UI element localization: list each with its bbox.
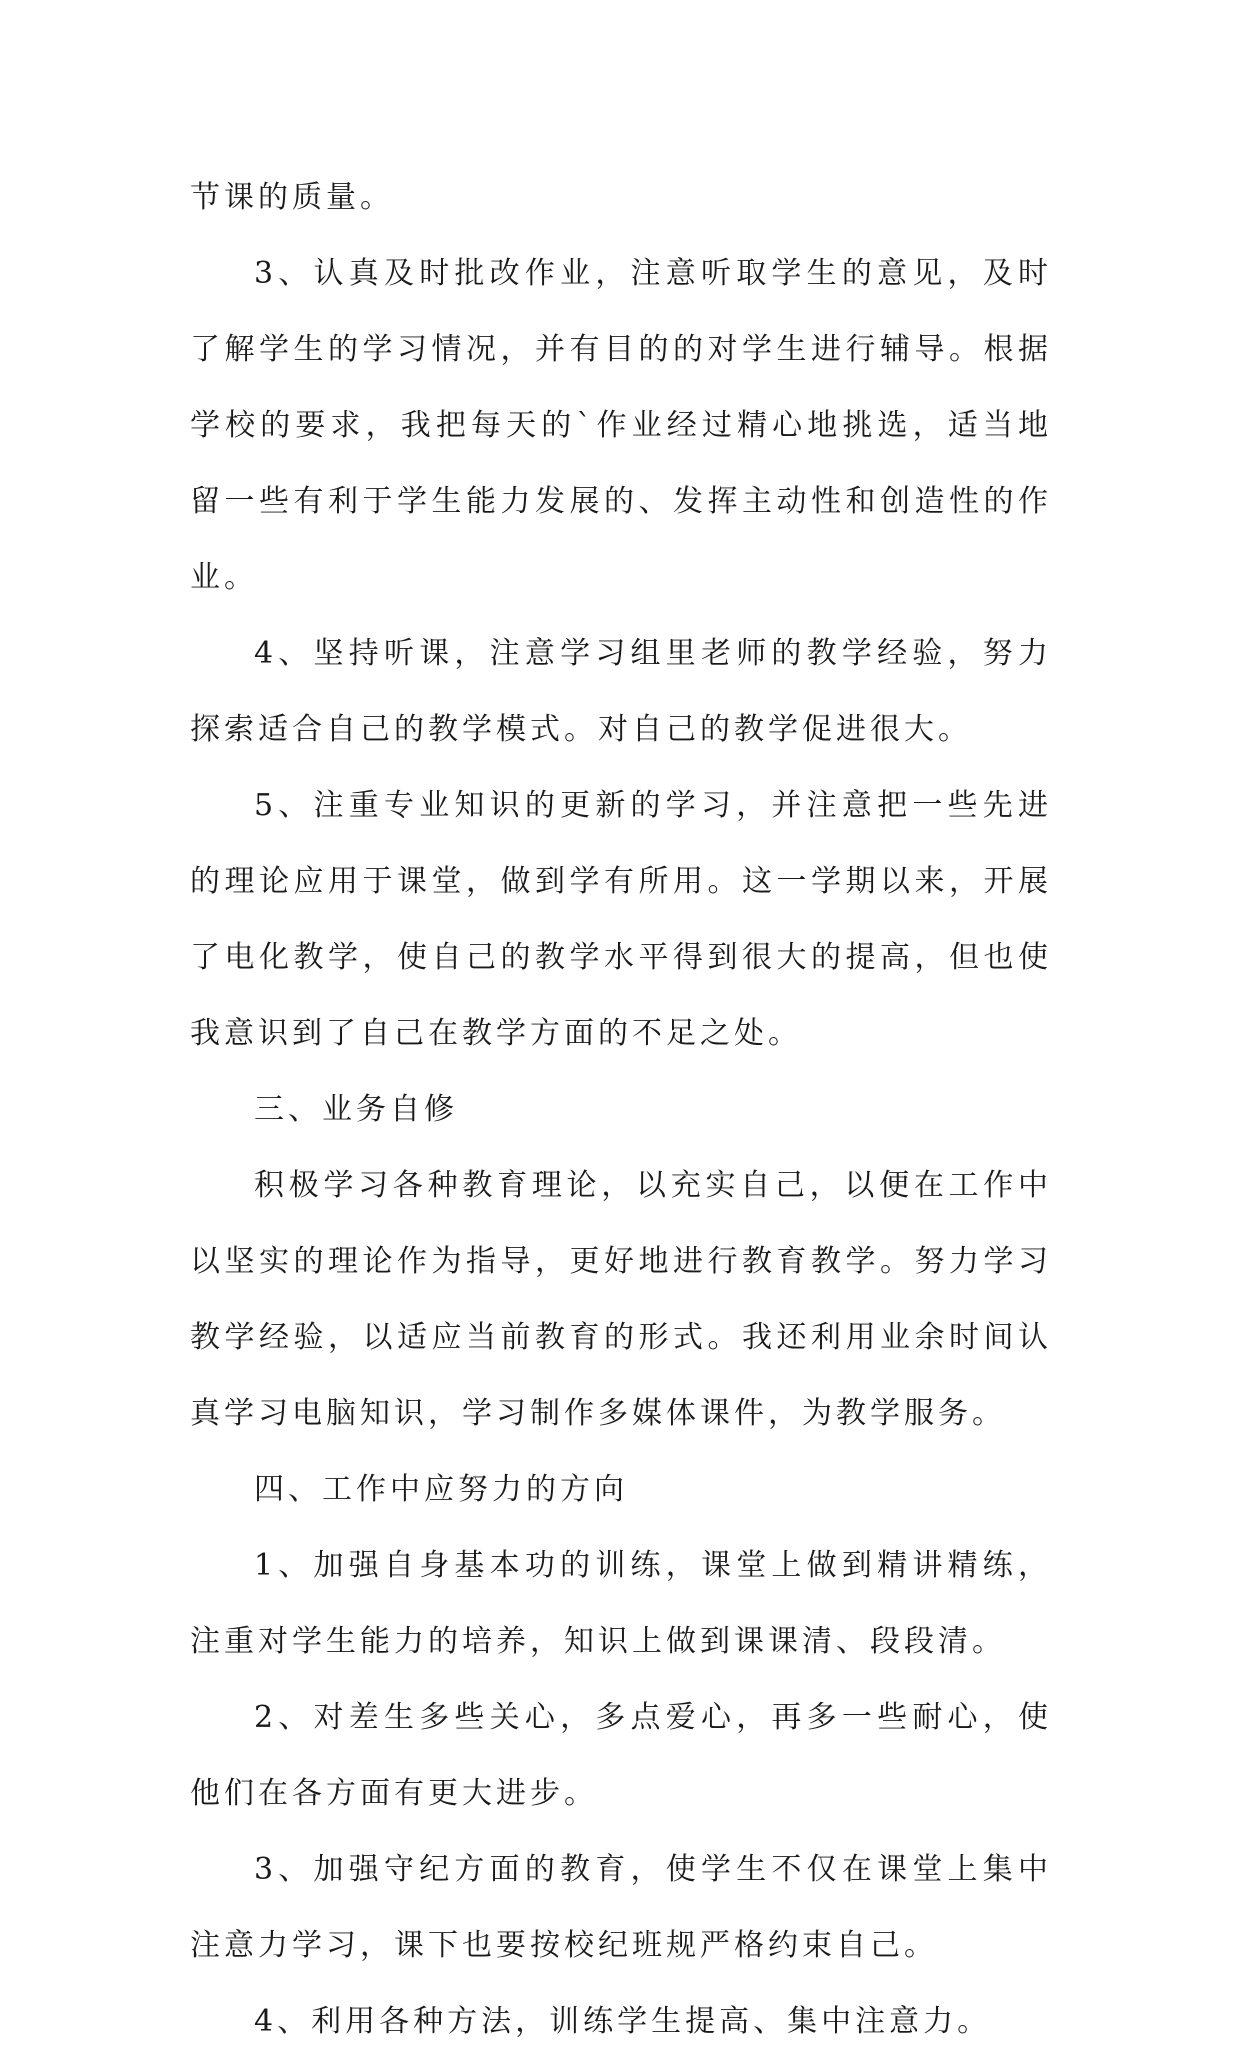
paragraph-item-3-homework: 3、认真及时批改作业，注意听取学生的意见，及时了解学生的学习情况，并有目的的对学生进行辅导。根据学校的要求，我把每天的`作业经过精心地挑选，适当地留一些有利于学生能力发展的、发挥主动性和创造性的作业。: [190, 256, 1052, 595]
paragraph-direction-1: 1、加强自身基本功的训练，课堂上做到精讲精练，注重对学生能力的培养，知识上做到课课清、段段清。: [190, 1548, 1052, 1659]
paragraph-item-4-observe-lessons: 4、坚持听课，注意学习组里老师的教学经验，努力探索适合自己的教学模式。对自己的教学促进很大。: [190, 636, 1052, 747]
section-heading-future-direction: 四、工作中应努力的方向: [254, 1472, 628, 1507]
section-heading-self-study: 三、业务自修: [254, 1092, 458, 1127]
paragraph-direction-4: 4、利用各种方法，训练学生提高、集中注意力。: [254, 2004, 992, 2039]
paragraph-item-5-professional-knowledge: 5、注重专业知识的更新的学习，并注意把一些先进的理论应用于课堂，做到学有所用。这一学期以来，开展了电化教学，使自己的教学水平得到很大的提高，但也使我意识到了自己在教学方面的不足之处。: [190, 788, 1052, 1051]
paragraph-direction-3: 3、加强守纪方面的教育，使学生不仅在课堂上集中注意力学习，课下也要按校纪班规严格约束自己。: [190, 1852, 1052, 1963]
paragraph-continuation: 节课的质量。: [190, 180, 394, 215]
paragraph-direction-2: 2、对差生多些关心，多点爱心，再多一些耐心，使他们在各方面有更大进步。: [190, 1700, 1052, 1811]
paragraph-self-study: 积极学习各种教育理论，以充实自己，以便在工作中以坚实的理论作为指导，更好地进行教育教学。努力学习教学经验，以适应当前教育的形式。我还利用业余时间认真学习电脑知识，学习制作多媒体课件，为教学服务。: [190, 1168, 1052, 1431]
document-body: [190, 160, 1052, 2060]
